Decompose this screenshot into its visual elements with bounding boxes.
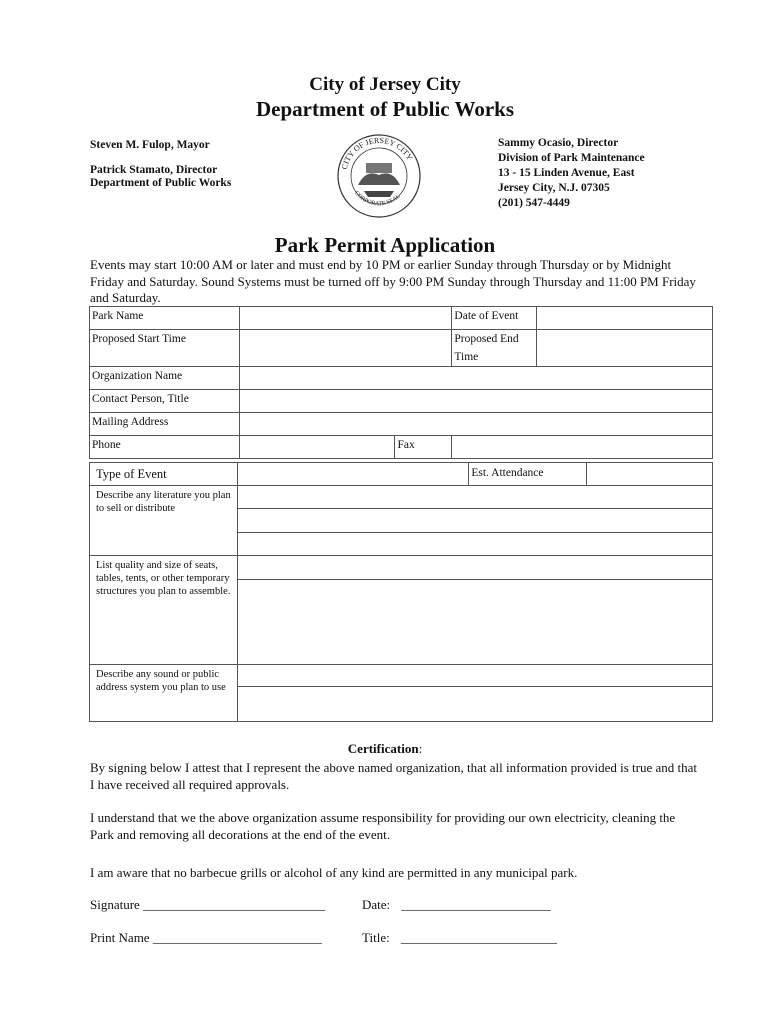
mailing-field[interactable] (239, 413, 712, 436)
structures-label: List quality and size of seats, tables, tents, or other temporary structures you plan to assemble. (90, 556, 238, 665)
date-of-event-field[interactable] (537, 307, 713, 330)
right-line-5: (201) 547-4449 (498, 197, 570, 209)
director-line: Patrick Stamato, Director (90, 164, 218, 176)
print-name-label: Print Name (90, 930, 150, 945)
proposed-end-field[interactable] (537, 330, 713, 367)
est-attendance-label: Est. Attendance (469, 463, 587, 486)
signature-row (90, 897, 325, 913)
certification-heading: Certification: (347, 741, 423, 756)
print-name-row (90, 930, 322, 946)
literature-field-1[interactable] (237, 486, 712, 509)
organization-label: Organization Name (90, 367, 240, 390)
phone-label: Phone (90, 436, 240, 459)
proposed-end-label: Proposed End Time (452, 330, 537, 367)
est-attendance-field[interactable] (587, 463, 713, 486)
seal-text-top: CITY OF JERSEY CITY (339, 135, 415, 171)
title-label: Title: (362, 930, 390, 945)
date-line[interactable]: _______________________ (401, 897, 551, 912)
title-row (362, 930, 557, 946)
right-line-1: Sammy Ocasio, Director (498, 137, 619, 149)
event-details-table (89, 306, 713, 459)
structures-field-1[interactable] (237, 556, 712, 580)
right-line-2: Division of Park Maintenance (498, 152, 645, 164)
right-line-3: 13 - 15 Linden Avenue, East (498, 167, 635, 179)
date-of-event-label: Date of Event (452, 307, 537, 330)
type-of-event-label: Type of Event (90, 463, 238, 486)
certification-paragraph-1: By signing below I attest that I represent the above named organization, that all information provided is true and that I have received all required approvals. (90, 760, 697, 792)
intro-text: Events may start 10:00 AM or later and must end by 10 PM or earlier Sunday through Thursday or by Midnight Friday and Saturday. Sound Systems must be turned off by 9:00 PM Sunday through Thursday and 11:00 PM Friday and Saturday. (90, 257, 696, 305)
sound-label: Describe any sound or public address system you plan to use (90, 665, 238, 722)
title-line[interactable]: ________________________ (400, 930, 557, 945)
structures-field-2[interactable] (237, 579, 712, 664)
contact-field[interactable] (239, 390, 712, 413)
mayor-line: Steven M. Fulop, Mayor (90, 139, 210, 151)
park-name-field[interactable] (239, 307, 452, 330)
proposed-start-field[interactable] (239, 330, 452, 367)
date-row (362, 897, 551, 913)
seal-text-bottom: CORPORATE SEAL (353, 190, 402, 208)
certification-paragraph-3: I am aware that no barbecue grills or alcohol of any kind are permitted in any municipal park. (90, 865, 578, 880)
phone-field[interactable] (239, 436, 395, 459)
certification-paragraph-2: I understand that we the above organization assume responsibility for providing our own electricity, cleaning the Park and removing all decorations at the end of the event. (90, 810, 676, 842)
signature-line[interactable]: ____________________________ (143, 897, 326, 912)
literature-label: Describe any literature you plan to sell or distribute (90, 486, 238, 556)
print-name-line[interactable]: __________________________ (152, 930, 322, 945)
park-name-label: Park Name (90, 307, 240, 330)
event-description-table (89, 462, 713, 722)
city-seal-logo (336, 133, 422, 219)
sound-field-1[interactable] (237, 665, 712, 687)
literature-field-2[interactable] (237, 508, 712, 532)
sound-field-2[interactable] (237, 687, 712, 722)
certification-title: Certification (347, 741, 419, 756)
organization-field[interactable] (239, 367, 712, 390)
date-label: Date: (362, 897, 391, 912)
city-heading: City of Jersey City (309, 74, 461, 95)
fax-field[interactable] (452, 436, 713, 459)
mailing-label: Mailing Address (90, 413, 240, 436)
right-line-4: Jersey City, N.J. 07305 (498, 182, 610, 194)
fax-label: Fax (395, 436, 452, 459)
department-heading: Department of Public Works (255, 97, 515, 121)
literature-field-3[interactable] (237, 533, 712, 556)
contact-label: Contact Person, Title (90, 390, 240, 413)
form-title: Park Permit Application (274, 233, 496, 257)
proposed-start-label: Proposed Start Time (90, 330, 240, 367)
dept-line: Department of Public Works (90, 177, 232, 189)
signature-label: Signature (90, 897, 140, 912)
type-of-event-field[interactable] (237, 463, 469, 486)
